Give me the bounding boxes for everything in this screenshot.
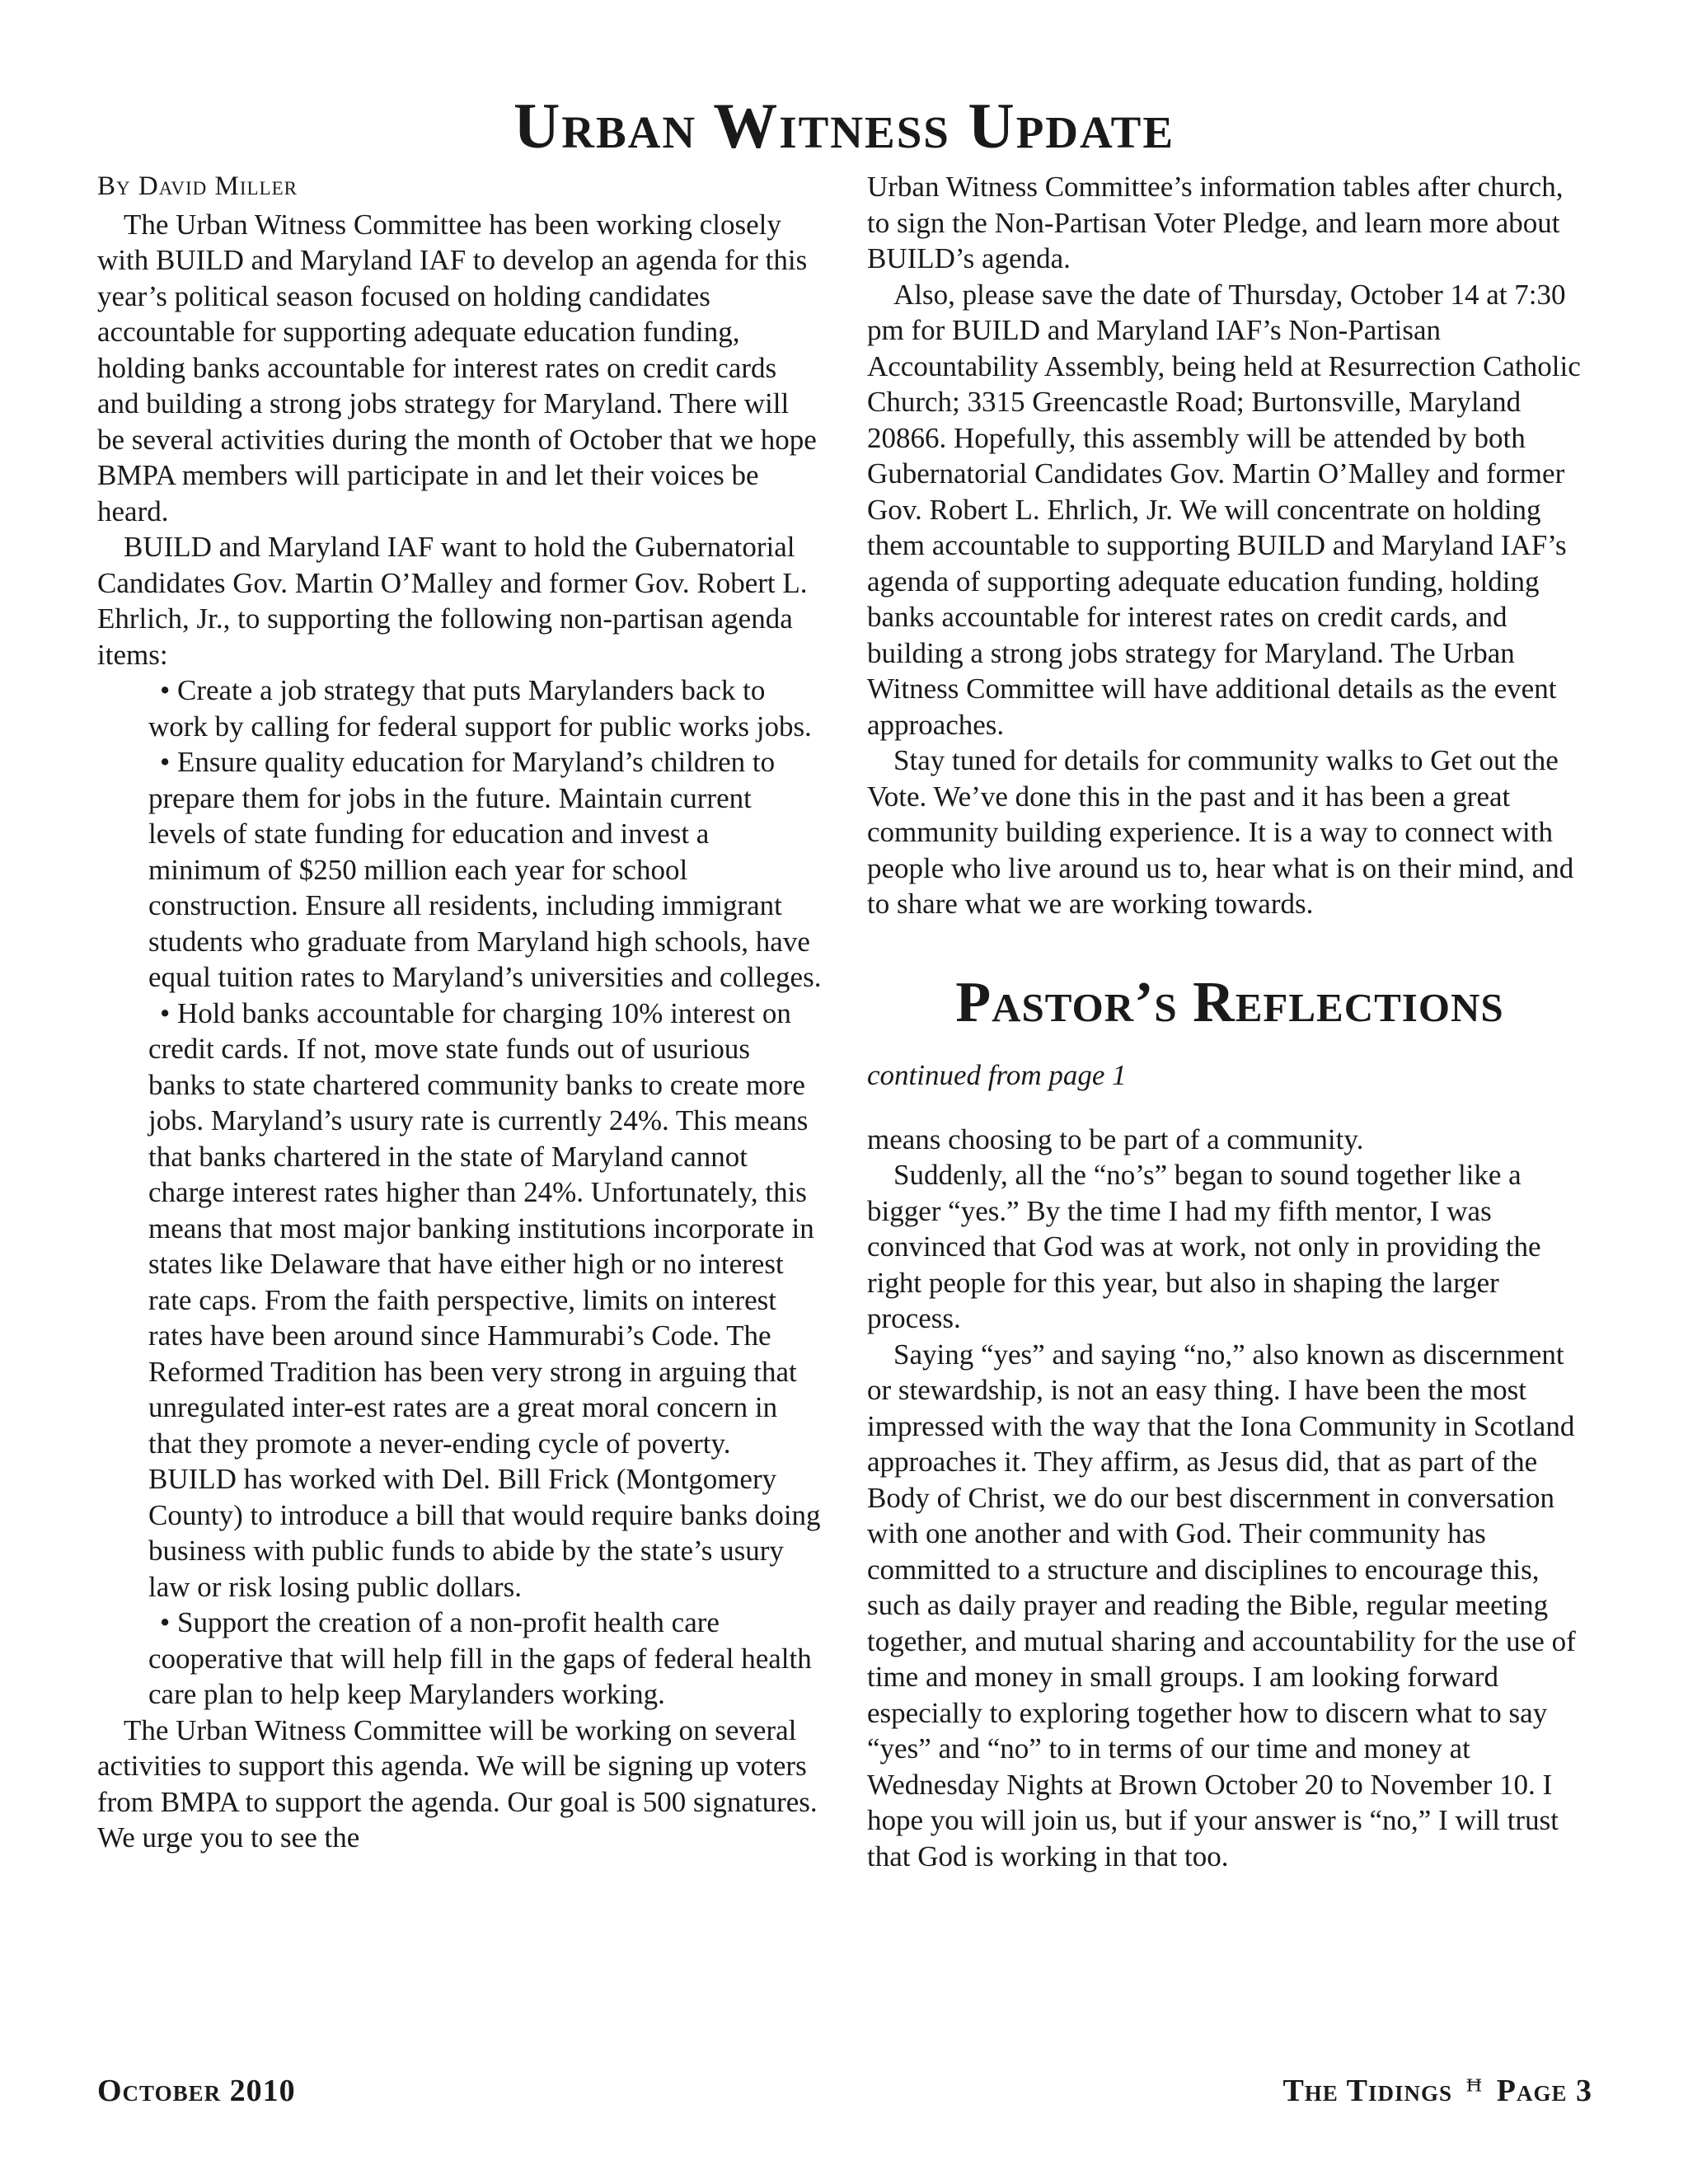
- continued-note: continued from page 1: [867, 1059, 1127, 1091]
- reflection-paragraph: Suddenly, all the “no’s” began to sound together like a bigger “yes.” By the time I had my fifth mentor, I was convinced that God was at work, not only in providing the right people for this year, but also in shaping the larger process.: [867, 1159, 1541, 1334]
- page-number: Page 3: [1496, 2074, 1592, 2108]
- footer-date: October 2010: [97, 2074, 296, 2108]
- left-column: [97, 169, 823, 1856]
- article-paragraph: The Urban Witness Committee has been working closely with BUILD and Maryland IAF to develop an agenda for this year’s political season focused on holding candidates accountable for supporting adequate education funding, holding banks accountable for interest rates on credit cards and building a strong jobs strategy for Maryland. There will be several activities during the month of October that we hope BMPA members will participate in and let their voices be heard.: [97, 208, 817, 527]
- agenda-bullet: • Support the creation of a non-profit health care cooperative that will help fill in the gaps of federal health care plan to help keep Marylanders working.: [148, 1606, 812, 1710]
- right-column: [867, 169, 1592, 1874]
- article-paragraph: Stay tuned for details for community walks to Get out the Vote. We’ve done this in the past and it has been a great community building experience. It is a way to connect with people who live around us to, hear what is on their mind, and to share what we are working towards.: [867, 744, 1574, 920]
- ornament-icon: ꟸ: [1465, 2074, 1484, 2107]
- byline: By David Miller: [97, 171, 298, 201]
- footer-publication: [1282, 2073, 1592, 2109]
- reflection-paragraph: Saying “yes” and saying “no,” also known as discernment or stewardship, is not an easy thing. I have been the most impressed with the way that the Iona Community in Scotland approaches it. They affirm, as Jesus did, that as part of the Body of Christ, we do our best discernment in conversation with one another and with God. Their community has committed to a structure and disciplines to encourage this, such as daily prayer and reading the Bible, regular meeting together, and mutual sharing and accountability for the use of time and money in small groups. I am looking forward especially to exploring together how to discern what to say “yes” and “no” to in terms of our time and money at Wednesday Nights at Brown October 20 to November 10. I hope you will join us, but if your answer is “no,” I will trust that God is working in that too.: [867, 1338, 1576, 1872]
- article-paragraph: Also, please save the date of Thursday, October 14 at 7:30 pm for BUILD and Maryland IAF’s Non-Partisan Accountability Assembly, being held at Resurrection Catholic Church; 3315 Greencastle Road; Burtonsville, Maryland 20866. Hopefully, this assembly will be attended by both Gubernatorial Candidates Gov. Martin O’Malley and former Gov. Robert L. Ehrlich, Jr. We will concentrate on holding them accountable to supporting BUILD and Maryland IAF’s agenda of supporting adequate education funding, holding banks accountable for interest rates on credit cards, and building a strong jobs strategy for Maryland. The Urban Witness Committee will have additional details as the event approaches.: [867, 278, 1581, 741]
- article-paragraph-continued: Urban Witness Committee’s information tables after church, to sign the Non-Partisan Voter Pledge, and learn more about BUILD’s agenda.: [867, 171, 1564, 274]
- agenda-bullet: • Hold banks accountable for charging 10% interest on credit cards. If not, move state funds out of usurious banks to state chartered community banks to create more jobs. Maryland’s usury rate is currently 24%. This means that banks chartered in the state of Maryland cannot charge interest rates higher than 24%. Unfortunately, this means that most major banking institutions incorporate in states like Delaware that have either high or no interest rate caps. From the faith perspective, limits on interest rates have been around since Hammurabi’s Code. The Reformed Tradition has been very strong in arguing that unregulated inter-est rates are a great moral concern in that they promote a never-ending cycle of poverty. BUILD has worked with Del. Bill Frick (Montgomery County) to introduce a bill that would require banks doing business with public funds to abide by the state’s usury law or risk losing public dollars.: [148, 996, 821, 1603]
- article-paragraph: BUILD and Maryland IAF want to hold the Gubernatorial Candidates Gov. Martin O’Malley and former Gov. Robert L. Ehrlich, Jr., to supporting the following non-partisan agenda items:: [97, 531, 808, 671]
- agenda-bullet: • Ensure quality education for Maryland’s children to prepare them for jobs in the future. Maintain current levels of state funding for education and invest a minimum of $250 million each year for school construction. Ensure all residents, including immigrant students who graduate from Maryland high schools, have equal tuition rates to Maryland’s universities and colleges.: [148, 746, 822, 993]
- reflection-paragraph: means choosing to be part of a community.: [867, 1122, 1364, 1155]
- publication-name: The Tidings: [1282, 2074, 1452, 2108]
- article-title-urban-witness: Urban Witness Update: [513, 90, 1175, 162]
- article-title-pastors-reflections: Pastor’s Reflections: [955, 970, 1504, 1034]
- article-paragraph: The Urban Witness Committee will be working on several activities to support this agenda. We will be signing up voters from BMPA to support the agenda. Our goal is 500 signatures. We urge you to see the: [97, 1713, 818, 1854]
- agenda-bullet: • Create a job strategy that puts Marylanders back to work by calling for federal support for public works jobs.: [148, 674, 812, 743]
